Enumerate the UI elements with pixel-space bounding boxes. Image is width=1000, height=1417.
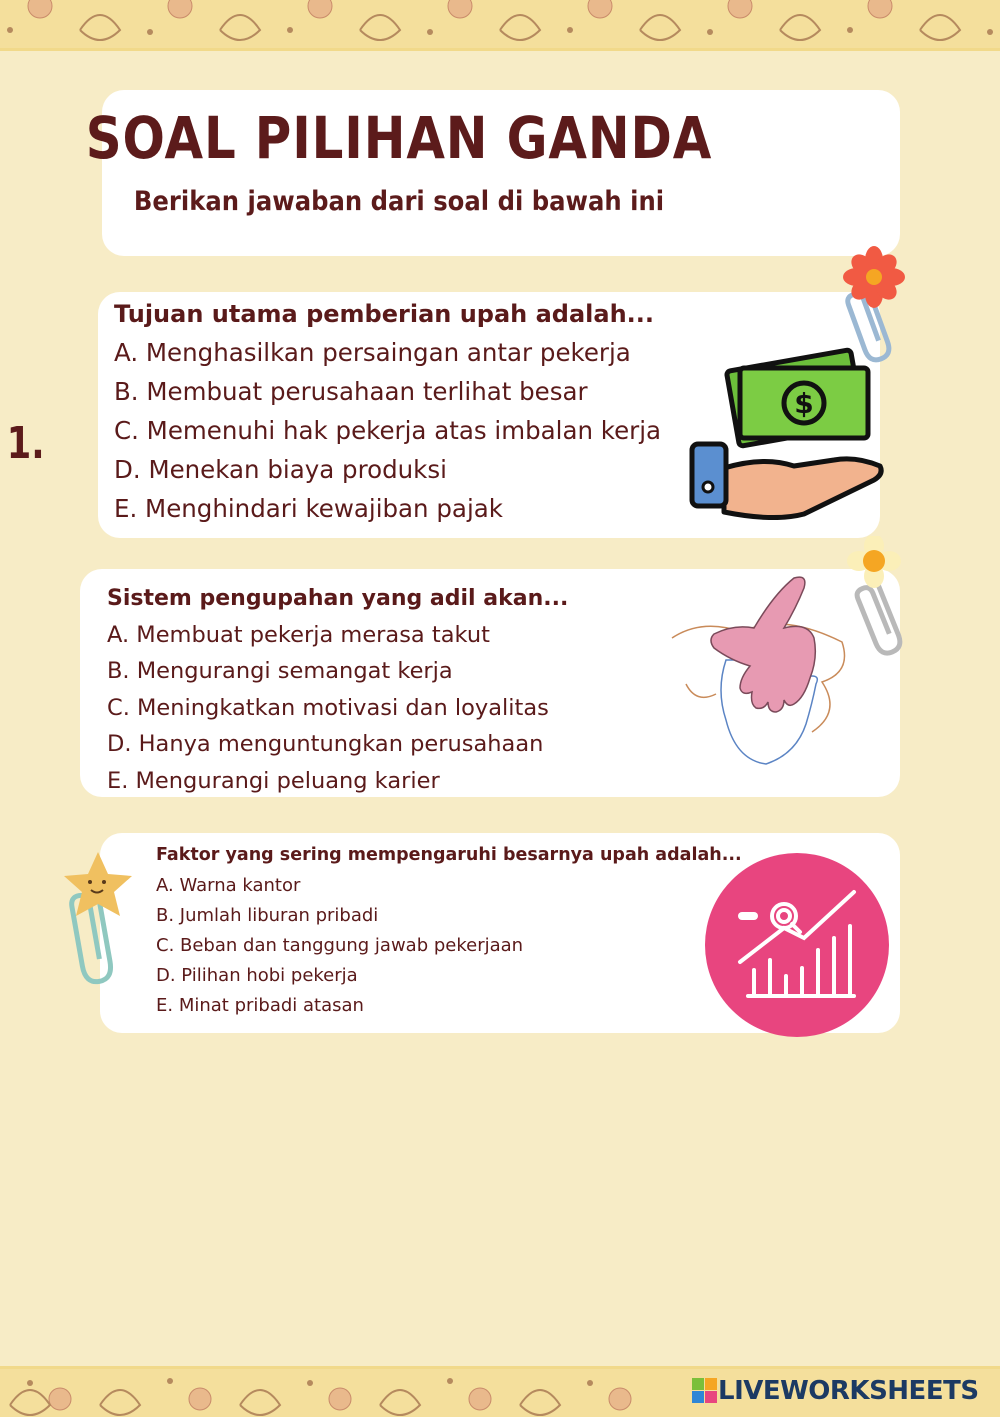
floral-pattern-icon — [0, 0, 1000, 48]
yellow-flower-paperclip-icon — [844, 536, 928, 660]
option-e[interactable]: E. Minat pribadi atasan — [156, 995, 364, 1016]
flower-paperclip-icon — [836, 246, 916, 366]
svg-text:$: $ — [794, 387, 814, 420]
option-a[interactable]: A. Warna kantor — [156, 875, 301, 896]
star-paperclip-icon — [62, 850, 142, 990]
option-c[interactable]: C. Memenuhi hak pekerja atas imbalan kerja — [114, 416, 662, 445]
question-prompt: Faktor yang sering mempengaruhi besarnya upah adalah... — [156, 845, 742, 865]
option-b[interactable]: B. Membuat perusahaan terlihat besar — [114, 377, 588, 406]
top-floral-border — [0, 0, 1000, 51]
page-title: SOAL PILIHAN GANDA — [85, 104, 713, 172]
option-d[interactable]: D. Pilihan hobi pekerja — [156, 965, 358, 986]
liveworksheets-logo — [692, 1374, 979, 1408]
option-a[interactable]: A. Membuat pekerja merasa takut — [107, 622, 490, 648]
option-b[interactable]: B. Jumlah liburan pribadi — [156, 905, 379, 926]
question-prompt: Tujuan utama pemberian upah adalah... — [114, 300, 655, 328]
option-e[interactable]: E. Menghindari kewajiban pajak — [114, 494, 503, 523]
question-number: 1. — [6, 418, 45, 469]
option-d[interactable]: D. Menekan biaya produksi — [114, 455, 447, 484]
option-c[interactable]: C. Beban dan tanggung jawab pekerjaan — [156, 935, 524, 956]
helping-hands-icon — [666, 574, 856, 770]
logo-text: LIVEWORKSHEETS — [718, 1376, 979, 1406]
option-a[interactable]: A. Menghasilkan persaingan antar pekerja — [114, 338, 631, 367]
liveworksheets-logo-icon — [692, 1378, 718, 1404]
option-b[interactable]: B. Mengurangi semangat kerja — [107, 658, 453, 684]
growth-chart-icon — [704, 852, 890, 1038]
option-e[interactable]: E. Mengurangi peluang karier — [107, 768, 440, 794]
option-c[interactable]: C. Meningkatkan motivasi dan loyalitas — [107, 695, 549, 721]
page-subtitle: Berikan jawaban dari soal di bawah ini — [133, 186, 665, 217]
money-hand-icon — [688, 340, 888, 520]
question-prompt: Sistem pengupahan yang adil akan... — [107, 586, 569, 611]
option-d[interactable]: D. Hanya menguntungkan perusahaan — [107, 731, 544, 757]
